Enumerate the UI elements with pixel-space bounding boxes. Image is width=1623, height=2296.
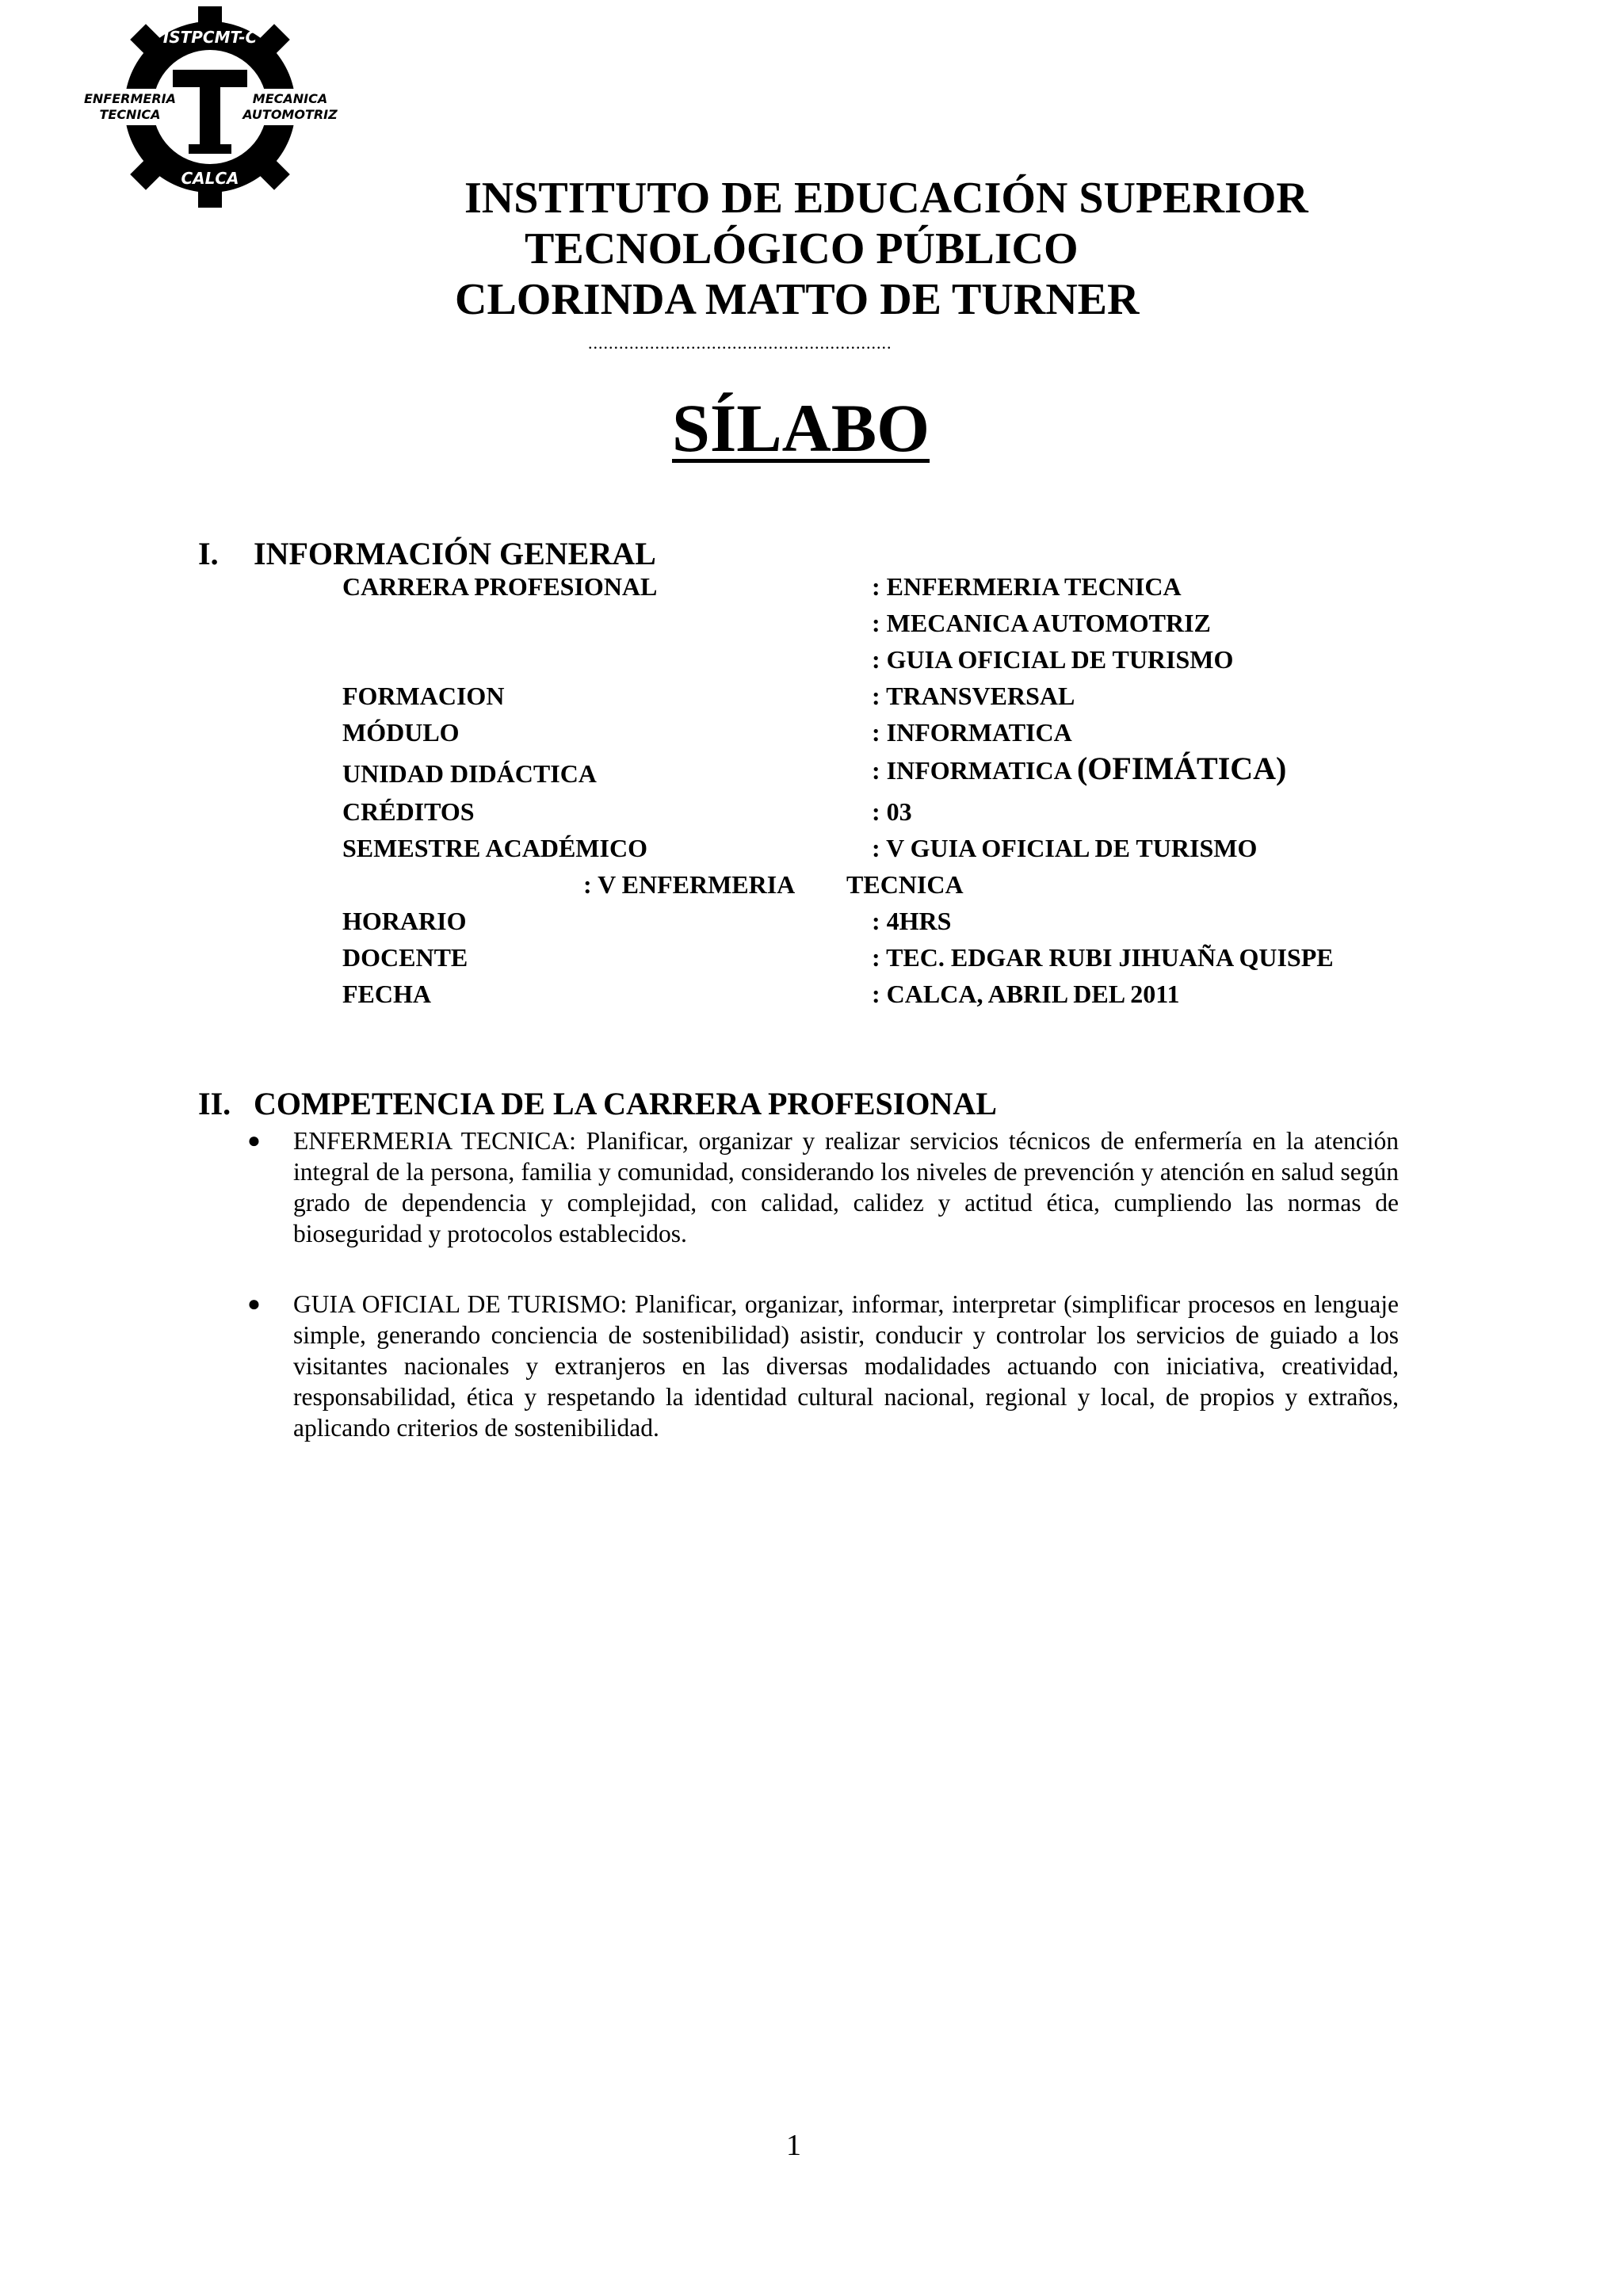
unidad-value [872,753,1286,786]
fecha-value: : CALCA, ABRIL DEL 2011 [872,980,1180,1008]
bullet-icon: ● [247,1129,261,1153]
unidad-value-text: : INFORMATICA [872,756,1077,785]
carrera-value-3: : GUIA OFICIAL DE TURISMO [872,645,1234,674]
section-1-title: INFORMACIÓN GENERAL [254,536,656,571]
page-number: 1 [786,2129,801,2162]
fecha-label: FECHA [342,980,431,1008]
semestre-label: SEMESTRE ACADÉMICO [342,834,647,862]
semestre-value-2b: TECNICA [846,870,964,899]
modulo-value: : INFORMATICA [872,718,1072,747]
horario-label: HORARIO [342,907,467,935]
docente-value: : TEC. EDGAR RUBI JIHUAÑA QUISPE [872,943,1334,972]
creditos-value: : 03 [872,797,912,826]
section-1-number: I. [198,536,219,571]
svg-text:AUTOMOTRIZ: AUTOMOTRIZ [242,107,338,122]
section-2-title: COMPETENCIA DE LA CARRERA PROFESIONAL [254,1086,997,1121]
carrera-value-2: : MECANICA AUTOMOTRIZ [872,609,1211,637]
header-dotted-line: ........................................................... [588,333,892,353]
competencia-enfermeria: ENFERMERIA TECNICA: Planificar, organizar y realizar servicios técnicos de enfermería en la atención integral de la persona, familia y comunidad, considerando los niveles de prevención y atención en salud según grado de dependencia y complejidad, con calidad, calidez y actitud ética, cumpliendo las normas de bioseguridad y protocolos establecidos. [293,1127,1399,1247]
formacion-value: : TRANSVERSAL [872,682,1075,710]
formacion-label: FORMACION [342,682,505,710]
institute-logo [79,5,341,209]
carrera-value-1: : ENFERMERIA TECNICA [872,572,1182,601]
document-title: SÍLABO [672,390,930,466]
creditos-label: CRÉDITOS [342,797,475,826]
logo-gear-emblem [79,5,341,209]
horario-value: : 4HRS [872,907,952,935]
competencia-turismo: GUIA OFICIAL DE TURISMO: Planificar, organizar, informar, interpretar (simplificar procesos en lenguaje simple, generando conciencia de sostenibilidad) asistir, conducir y controlar los servicios de guiado a los visitantes nacionales y extranjeros en las diversas modalidades actuando con iniciativa, creatividad, responsabilidad, ética y respetando la identidad cultural nacional, regional y local, de propios y extraños, aplicando criterios de sostenibilidad. [293,1290,1399,1442]
svg-text:MECANICA: MECANICA [252,91,328,106]
carrera-label: CARRERA PROFESIONAL [342,572,658,601]
bullet-icon: ● [247,1292,261,1316]
modulo-label: MÓDULO [342,718,460,747]
semestre-value: : V GUIA OFICIAL DE TURISMO [872,834,1258,862]
institute-name-line2: TECNOLÓGICO PÚBLICO [525,224,1079,273]
unidad-label: UNIDAD DIDÁCTICA [342,759,597,788]
svg-text:ENFERMERIA: ENFERMERIA [83,91,177,106]
semestre-value-2a: : V ENFERMERIA [583,870,796,899]
docente-label: DOCENTE [342,943,468,972]
svg-text:TECNICA: TECNICA [99,107,161,122]
section-2-number: II. [198,1086,231,1121]
svg-text:CALCA: CALCA [181,169,239,188]
svg-text:ISTPCMT-C: ISTPCMT-C [162,28,258,47]
institute-name-line1: INSTITUTO DE EDUCACIÓN SUPERIOR [464,174,1308,223]
institute-name-line3: CLORINDA MATTO DE TURNER [455,275,1140,324]
unidad-value-ofimatica: (OFIMÁTICA) [1076,751,1287,786]
